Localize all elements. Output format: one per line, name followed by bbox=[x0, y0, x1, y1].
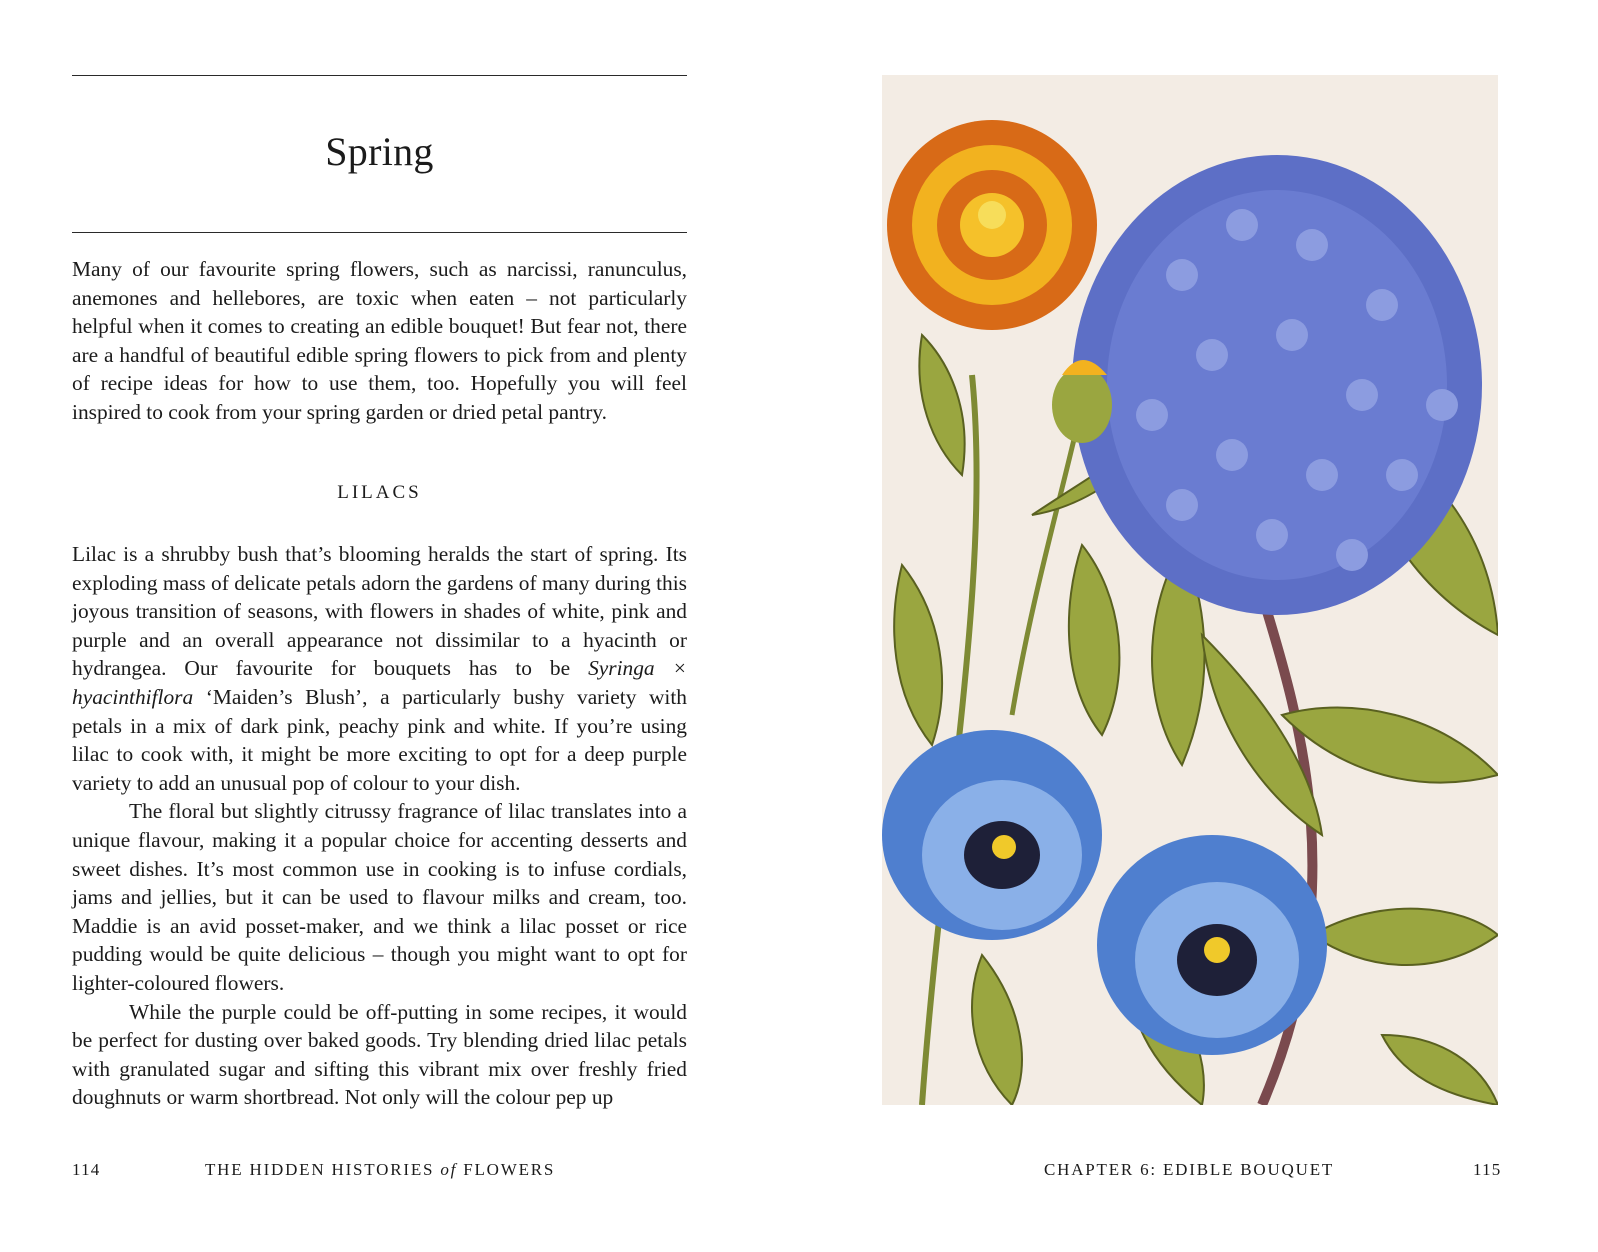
running-title-right: CHAPTER 6: EDIBLE BOUQUET bbox=[1044, 1160, 1335, 1179]
page-number-right: 115 bbox=[1473, 1160, 1502, 1179]
running-title-part-2: FLOWERS bbox=[457, 1160, 556, 1179]
running-title-of: of bbox=[440, 1160, 458, 1179]
marigold-flower bbox=[887, 120, 1097, 330]
section-heading: LILACS bbox=[337, 482, 422, 503]
species-name: Syringa × hyacinthiflora bbox=[72, 656, 687, 709]
lilac-paragraph-1-start: Lilac is a shrubby bush that’s blooming heralds the start of spring. Its exploding mass of delicate petals adorn the gardens of many during this joyous transition of seasons, with flowers in shades of white, pink and purple and an overall appearance not dissimilar to a hyacinth or hydrangea. Our favourite for bouquets has to be bbox=[72, 542, 687, 681]
pansy-flower-1 bbox=[882, 730, 1102, 940]
lilac-paragraph-3: While the purple could be off-putting in some recipes, it would be perfect for dusting over baked goods. Try blending dried lilac petals with granulated sugar and sifting this vibrant mix over freshly fried doughnuts or warm shortbread. Not only will the colour pep up bbox=[72, 999, 687, 1110]
lilac-paragraph-2: The floral but slightly citrussy fragrance of lilac translates into a unique flavour, making it a popular choice for accenting desserts and sweet dishes. It’s most common use in cooking is to infuse cordials, jams and jellies, but it can be used to flavour milks and cream, too. Maddie is an avid posset-maker, and we think a lilac posset or rice pudding would be quite delicious – though you might want to opt for lighter-coloured flowers. bbox=[72, 799, 687, 995]
page-number-left: 114 bbox=[72, 1160, 101, 1179]
lilac-flower bbox=[1072, 155, 1482, 615]
heading-rule bbox=[72, 232, 687, 233]
running-title-left bbox=[205, 1160, 555, 1180]
bud-stem bbox=[1012, 405, 1082, 715]
chapter-heading: Spring bbox=[325, 129, 434, 174]
lilac-body bbox=[72, 540, 687, 1112]
lilac-paragraph-1 bbox=[72, 540, 687, 797]
right-page bbox=[799, 0, 1598, 1252]
flower-illustration bbox=[882, 75, 1498, 1105]
marigold-bud bbox=[1052, 367, 1112, 443]
lilac-paragraph-1-end: ‘Maiden’s Blush’, a particularly bushy variety with petals in a mix of dark pink, peachy pink and white. If you’re using lilac to cook with, it might be more exciting to opt for a deep purple variety to add an unusual pop of colour to your dish. bbox=[72, 684, 687, 795]
botanical-illustration bbox=[882, 75, 1498, 1105]
intro-paragraph: Many of our favourite spring flowers, such as narcissi, ranunculus, anemones and hellebores, are toxic when eaten – not particularly helpful when it comes to creating an edible bouquet! But fear not, there are a handful of beautiful edible spring flowers to pick from and plenty of recipe ideas for how to use them, too. Hopefully you will feel inspired to cook from your spring garden or dried petal pantry. bbox=[72, 257, 687, 424]
pansy-flower-2 bbox=[1097, 835, 1327, 1055]
top-rule bbox=[72, 75, 687, 76]
running-title-part-1: THE HIDDEN HISTORIES bbox=[205, 1160, 441, 1179]
